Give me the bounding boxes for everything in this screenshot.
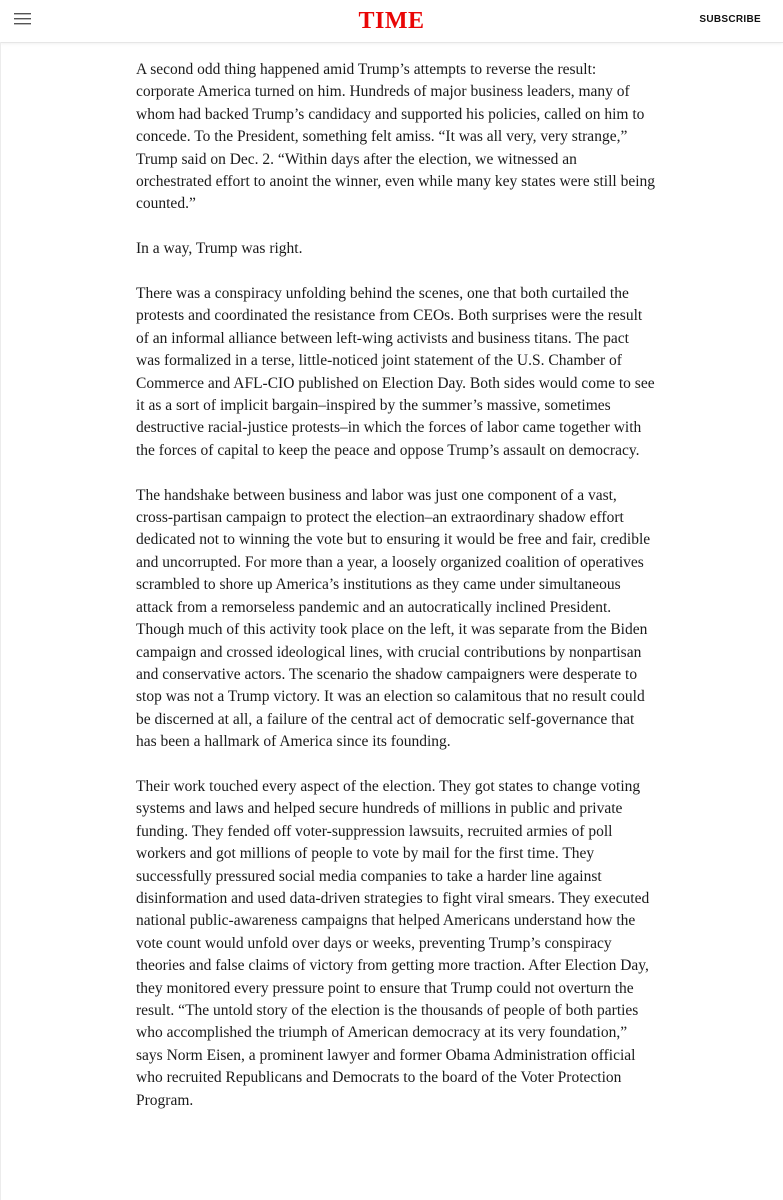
- article-paragraph: There was a conspiracy unfolding behind the scenes, one that both curtailed the protests and coordinated the resistance from CEOs. Both surprises were the result of an informal alliance between left-wing activists and business titans. The pact was formalized in a terse, little-noticed joint statement of the U.S. Chamber of Commerce and AFL-CIO published on Election Day. Both sides would come to see it as a sort of implicit bargain–inspired by the summer’s massive, sometimes destructive racial-justice protests–in which the forces of labor came together with the forces of capital to keep the peace and oppose Trump’s assault on democracy.: [136, 285, 655, 459]
- time-logo[interactable]: TIME: [358, 8, 425, 34]
- subscribe-button[interactable]: SUBSCRIBE: [699, 14, 761, 25]
- article-paragraph: In a way, Trump was right.: [136, 240, 303, 258]
- article-paragraph: The handshake between business and labor was just one component of a vast, cross-partisan campaign to protect the election–an extraordinary shadow effort dedicated not to winning the vote but to ensuring it would be free and fair, credible and uncorrupted. For more than a year, a loosely organized coalition of operatives scrambled to shore up America’s institutions as they came under simultaneous attack from a remorseless pandemic and an autocratically inclined President. Though much of this activity took place on the left, it was separate from the Biden campaign and crossed ideological lines, with crucial contributions by nonpartisan and conservative actors. The scenario the shadow campaigners were desperate to stop was not a Trump victory. It was an election so calamitous that no result could be discerned at all, a failure of the central act of democratic self-governance that has been a hallmark of America since its founding.: [136, 486, 651, 751]
- article-paragraph: Their work touched every aspect of the election. They got states to change voting systems and laws and helped secure hundreds of millions in public and private funding. They fended off voter-suppression lawsuits, recruited armies of poll workers and got millions of people to vote by mail for the first time. They successfully pressured social media companies to take a harder line against disinformation and used data-driven strategies to fight viral smears. They executed national public-awareness campaigns that helped Americans understand how the vote count would unfold over days or weeks, preventing Trump’s conspiracy theories and false claims of victory from getting more traction. After Election Day, they monitored every pressure point to ensure that Trump could not overturn the result. “The untold story of the election is the thousands of people of both parties who accomplished the triumph of American democracy at its very foundation,” says Norm Eisen, a prominent lawyer and former Obama Administration official who recruited Republicans and Democrats to the board of the Voter Protection Program.: [136, 777, 650, 1109]
- article-body: [136, 59, 656, 1134]
- top-header: [0, 0, 783, 43]
- left-edge-divider: [0, 42, 1, 1200]
- article-paragraph: A second odd thing happened amid Trump’s attempts to reverse the result: corporate America turned on him. Hundreds of major business leaders, many of whom had backed Trump’s candidacy and supported his policies, called on him to concede. To the President, something felt amiss. “It was all very, very strange,” Trump said on Dec. 2. “Within days after the election, we witnessed an orchestrated effort to anoint the winner, even while many key states were still being counted.”: [136, 61, 656, 213]
